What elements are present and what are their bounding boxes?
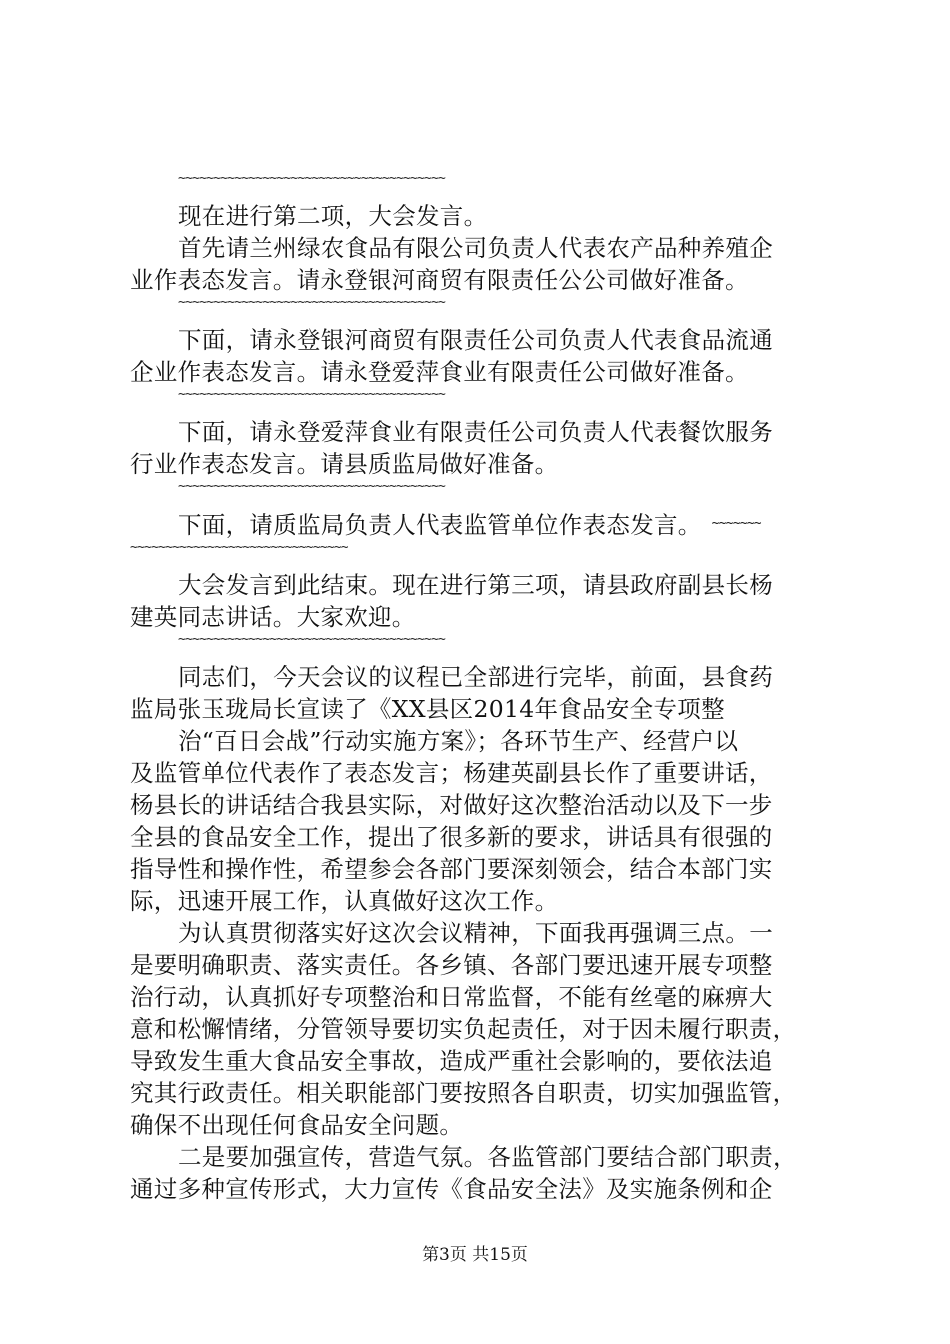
document-body [130,172,830,1205]
paragraph-line: 监局张玉珑局长宣读了《XX县区2014年食品安全专项整 [130,695,725,723]
tilde-separator: ~~~~~~~~~~~~~~~~~~~~~~~~~~~~~~~ [130,541,348,555]
paragraph-line: 及监管单位代表作了表态发言；杨建英副县长作了重要讲话， [130,759,773,787]
paragraph-line: 二是要加强宣传，营造气氛。各监管部门要结合部门职责， [178,1143,797,1171]
paragraph-line: 现在进行第二项，大会发言。 [178,202,488,230]
tilde-separator: ~~~~~~~ [711,516,761,531]
paragraph-text: 下面，请质监局负责人代表监管单位作表态发言。 [178,511,702,539]
tilde-separator: ~~~~~~~~~~~~~~~~~~~~~~~~~~~~~~~~~~~~~~ [178,480,446,494]
paragraph-line: 首先请兰州绿农食品有限公司负责人代表农产品种养殖企 [178,234,773,262]
tilde-separator: ~~~~~~~~~~~~~~~~~~~~~~~~~~~~~~~~~~~~~~ [178,388,446,402]
paragraph-line: 意和松懈情绪，分管领导要切实负起责任，对于因未履行职责， [130,1015,797,1043]
paragraph-line: 确保不出现任何食品安全问题。 [130,1111,464,1139]
tilde-separator: ~~~~~~~~~~~~~~~~~~~~~~~~~~~~~~~~~~~~~~ [178,296,446,310]
paragraph-line: 下面，请永登银河商贸有限责任公司负责人代表食品流通 [178,326,773,354]
paragraph-line: 同志们，今天会议的议程已全部进行完毕，前面，县食药 [178,663,773,691]
page-number-footer: 第3页 共15页 [422,1245,528,1265]
paragraph-line: 全县的食品安全工作，提出了很多新的要求，讲话具有很强的 [130,823,773,851]
paragraph-line: 为认真贯彻落实好这次会议精神，下面我再强调三点。一 [178,919,773,947]
paragraph-line: 业作表态发言。请永登银河商贸有限责任公公司做好准备。 [130,266,749,294]
paragraph-line: 通过多种宣传形式，大力宣传《食品安全法》及实施条例和企 [130,1175,773,1203]
paragraph-line: 杨县长的讲话结合我县实际，对做好这次整治活动以及下一步 [130,791,773,819]
paragraph-line: 指导性和操作性，希望参会各部门要深刻领会，结合本部门实 [130,855,773,883]
paragraph-line: 治“百日会战”行动实施方案》；各环节生产、经营户以 [178,727,739,755]
paragraph-line: 企业作表态发言。请永登爱萍食业有限责任公司做好准备。 [130,358,749,386]
tilde-separator: ~~~~~~~~~~~~~~~~~~~~~~~~~~~~~~~~~~~~~~ [178,172,446,186]
paragraph-line [130,508,830,541]
paragraph-line: 导致发生重大食品安全事故，造成严重社会影响的，要依法追 [130,1047,773,1075]
paragraph-line: 治行动，认真抓好专项整治和日常监督，不能有丝毫的麻痹大 [130,983,773,1011]
paragraph-line: 建英同志讲话。大家欢迎。 [130,603,416,631]
paragraph-line: 际，迅速开展工作，认真做好这次工作。 [130,887,559,915]
paragraph-line: 下面，请永登爱萍食业有限责任公司负责人代表餐饮服务 [178,418,773,446]
paragraph-line: 究其行政责任。相关职能部门要按照各自职责，切实加强监管， [130,1079,797,1107]
paragraph-line: 行业作表态发言。请县质监局做好准备。 [130,450,559,478]
paragraph-line: 大会发言到此结束。现在进行第三项，请县政府副县长杨 [178,571,773,599]
tilde-separator: ~~~~~~~~~~~~~~~~~~~~~~~~~~~~~~~~~~~~~~ [178,633,446,647]
paragraph-line: 是要明确职责、落实责任。各乡镇、各部门要迅速开展专项整 [130,951,773,979]
